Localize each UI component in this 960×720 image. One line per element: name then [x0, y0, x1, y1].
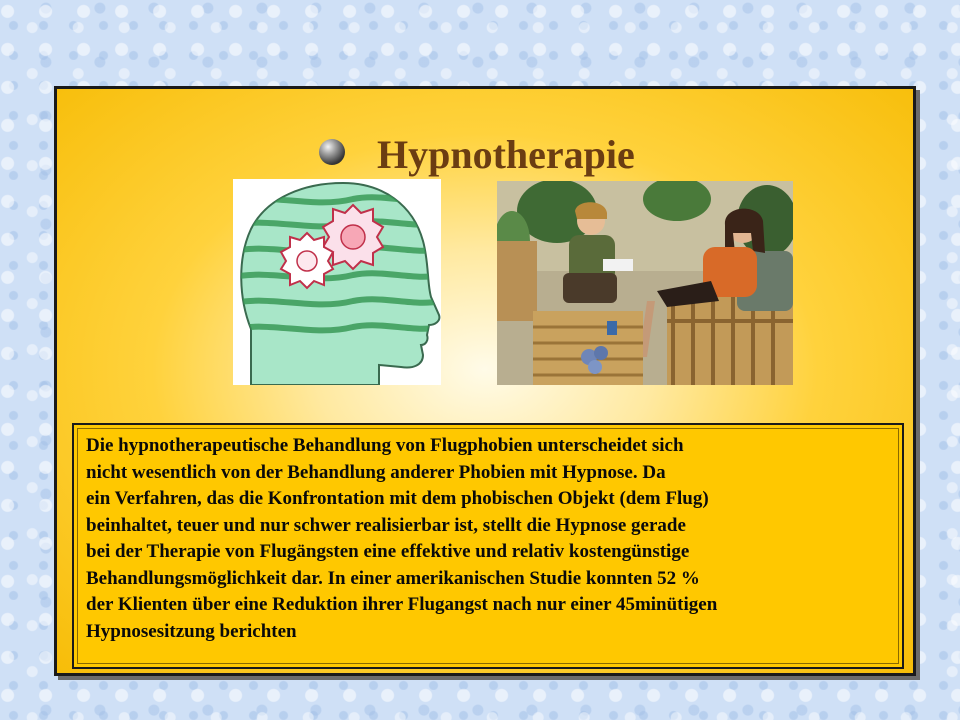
bullet-sphere-icon	[319, 139, 345, 165]
therapy-scene-icon	[497, 181, 793, 385]
slide	[54, 86, 916, 676]
slide-title: Hypnotherapie	[377, 132, 635, 177]
body-paragraph: Die hypnotherapeutische Behandlung von Flugphobien unterscheidet sich nicht wesentlich von der Behandlung anderer Phobien mit Hypnose. Da ein Verfahren, das die Konfrontation mit dem phobischen Objekt (dem Flug) beinhaltet, teuer und nur schwer realisierbar ist, stellt die Hypnose gerade bei der Therapie von Flugängsten eine effektive und relativ kostengünstige Behandlungsmöglichkeit dar. In einer amerikanischen Studie konnten 52 % der Klienten über eine Reduktion ihrer Flugangst nach nur einer 45minütigen Hypnosesitzung berichten	[86, 435, 718, 642]
body-text-box	[72, 423, 904, 669]
head-gears-illustration	[233, 179, 441, 385]
therapy-session-photo	[497, 181, 793, 385]
head-profile-icon	[233, 179, 441, 385]
title-row	[57, 125, 913, 185]
